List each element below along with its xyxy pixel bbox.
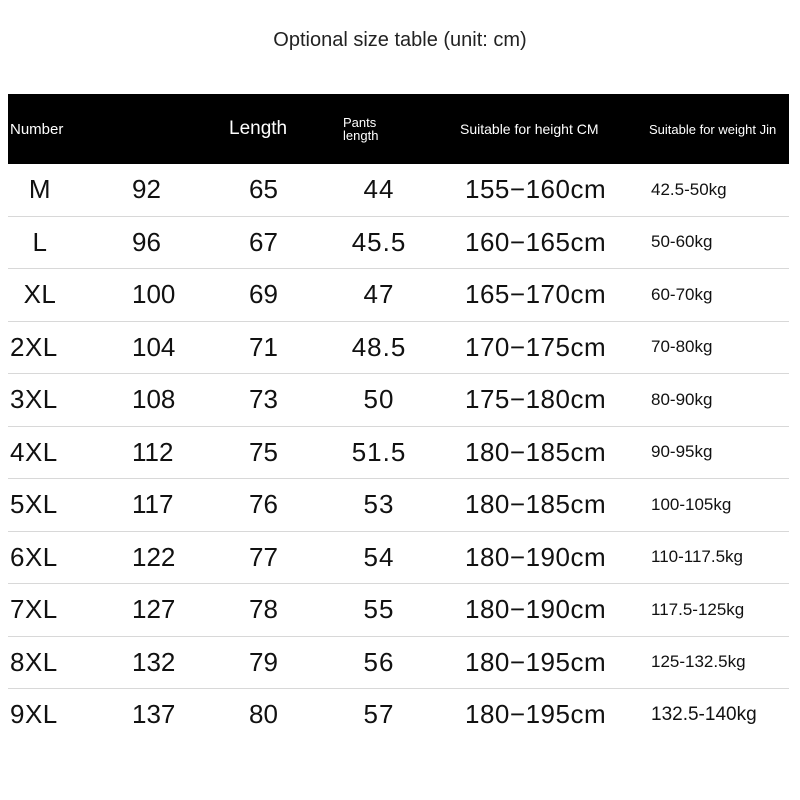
bust-cell: 104 [132,331,176,362]
length-cell: 77 [249,541,278,572]
height-cell: 180−190cm [465,541,607,572]
table-row [8,322,789,375]
height-cell: 165−170cm [465,279,607,310]
size-cell: XL [23,279,57,310]
weight-cell: 125-132.5kg [651,652,746,672]
weight-cell: 100-105kg [651,494,732,514]
header-height: Suitable for height CM [460,121,599,137]
header-length: Length [229,118,288,139]
length-cell: 71 [249,331,278,362]
table-row [8,689,789,741]
pants-length-cell: 50 [363,384,395,415]
height-cell: 180−190cm [465,594,607,625]
table-row [8,374,789,427]
table-row [8,637,789,690]
header-weight: Suitable for weight Jin [649,121,777,137]
bust-cell: 127 [132,594,176,625]
table-row [8,427,789,480]
page-title: Optional size table (unit: cm) [273,29,527,51]
weight-cell: 50-60kg [651,232,713,252]
height-cell: 155−160cm [465,174,607,205]
header-pants-length [343,94,403,164]
bust-cell: 112 [132,436,174,467]
bust-cell: 137 [132,699,176,730]
size-cell: 8XL [10,646,58,677]
pants-length-cell: 45.5 [351,226,407,257]
length-cell: 69 [249,279,278,310]
length-cell: 78 [249,594,278,625]
bust-cell: 108 [132,384,176,415]
table-row [8,269,789,322]
size-table [8,94,789,741]
height-cell: 170−175cm [465,331,607,362]
weight-cell: 60-70kg [651,284,713,304]
weight-cell: 117.5-125kg [651,599,745,619]
bust-cell: 132 [132,646,176,677]
height-cell: 175−180cm [465,384,607,415]
weight-cell: 80-90kg [651,389,713,409]
pants-length-cell: 55 [363,594,395,625]
size-cell: L [32,226,48,257]
size-cell: 6XL [10,541,58,572]
pants-length-cell: 53 [363,489,395,520]
length-cell: 76 [249,489,278,520]
size-cell: 5XL [10,489,58,520]
size-cell: 3XL [10,384,58,415]
table-row [8,164,789,217]
height-cell: 180−185cm [465,489,607,520]
table-header [8,94,789,164]
header-pants-line2: length [343,128,379,143]
header-number: Number [10,120,64,138]
length-cell: 75 [249,436,278,467]
length-cell: 73 [249,384,278,415]
table-row [8,479,789,532]
table-body [8,164,789,741]
size-cell: 9XL [10,699,58,730]
pants-length-cell: 47 [363,279,395,310]
size-cell: 4XL [10,436,58,467]
size-cell: M [28,174,52,205]
pants-length-cell: 44 [363,174,395,205]
weight-cell: 110-117.5kg [651,547,743,567]
table-row [8,532,789,585]
bust-cell: 100 [132,279,176,310]
table-row [8,217,789,270]
length-cell: 80 [249,699,278,730]
size-cell: 2XL [10,331,58,362]
height-cell: 180−195cm [465,646,607,677]
length-cell: 79 [249,646,278,677]
header-pants-line1: Pants [343,115,377,130]
bust-cell: 122 [132,541,176,572]
weight-cell: 42.5-50kg [651,179,727,199]
pants-length-cell: 56 [363,646,395,677]
pants-length-cell: 57 [363,699,395,730]
weight-cell: 132.5-140kg [651,703,757,725]
pants-length-cell: 51.5 [351,436,407,467]
weight-cell: 90-95kg [651,442,713,462]
pants-length-cell: 48.5 [351,331,407,362]
pants-length-cell: 54 [363,541,395,572]
bust-cell: 92 [132,174,161,205]
height-cell: 180−195cm [465,699,607,730]
bust-cell: 117 [132,489,174,520]
weight-cell: 70-80kg [651,337,713,357]
size-cell: 7XL [10,594,58,625]
height-cell: 160−165cm [465,226,607,257]
table-row [8,584,789,637]
length-cell: 67 [249,226,278,257]
height-cell: 180−185cm [465,436,607,467]
bust-cell: 96 [132,226,161,257]
length-cell: 65 [249,174,278,205]
